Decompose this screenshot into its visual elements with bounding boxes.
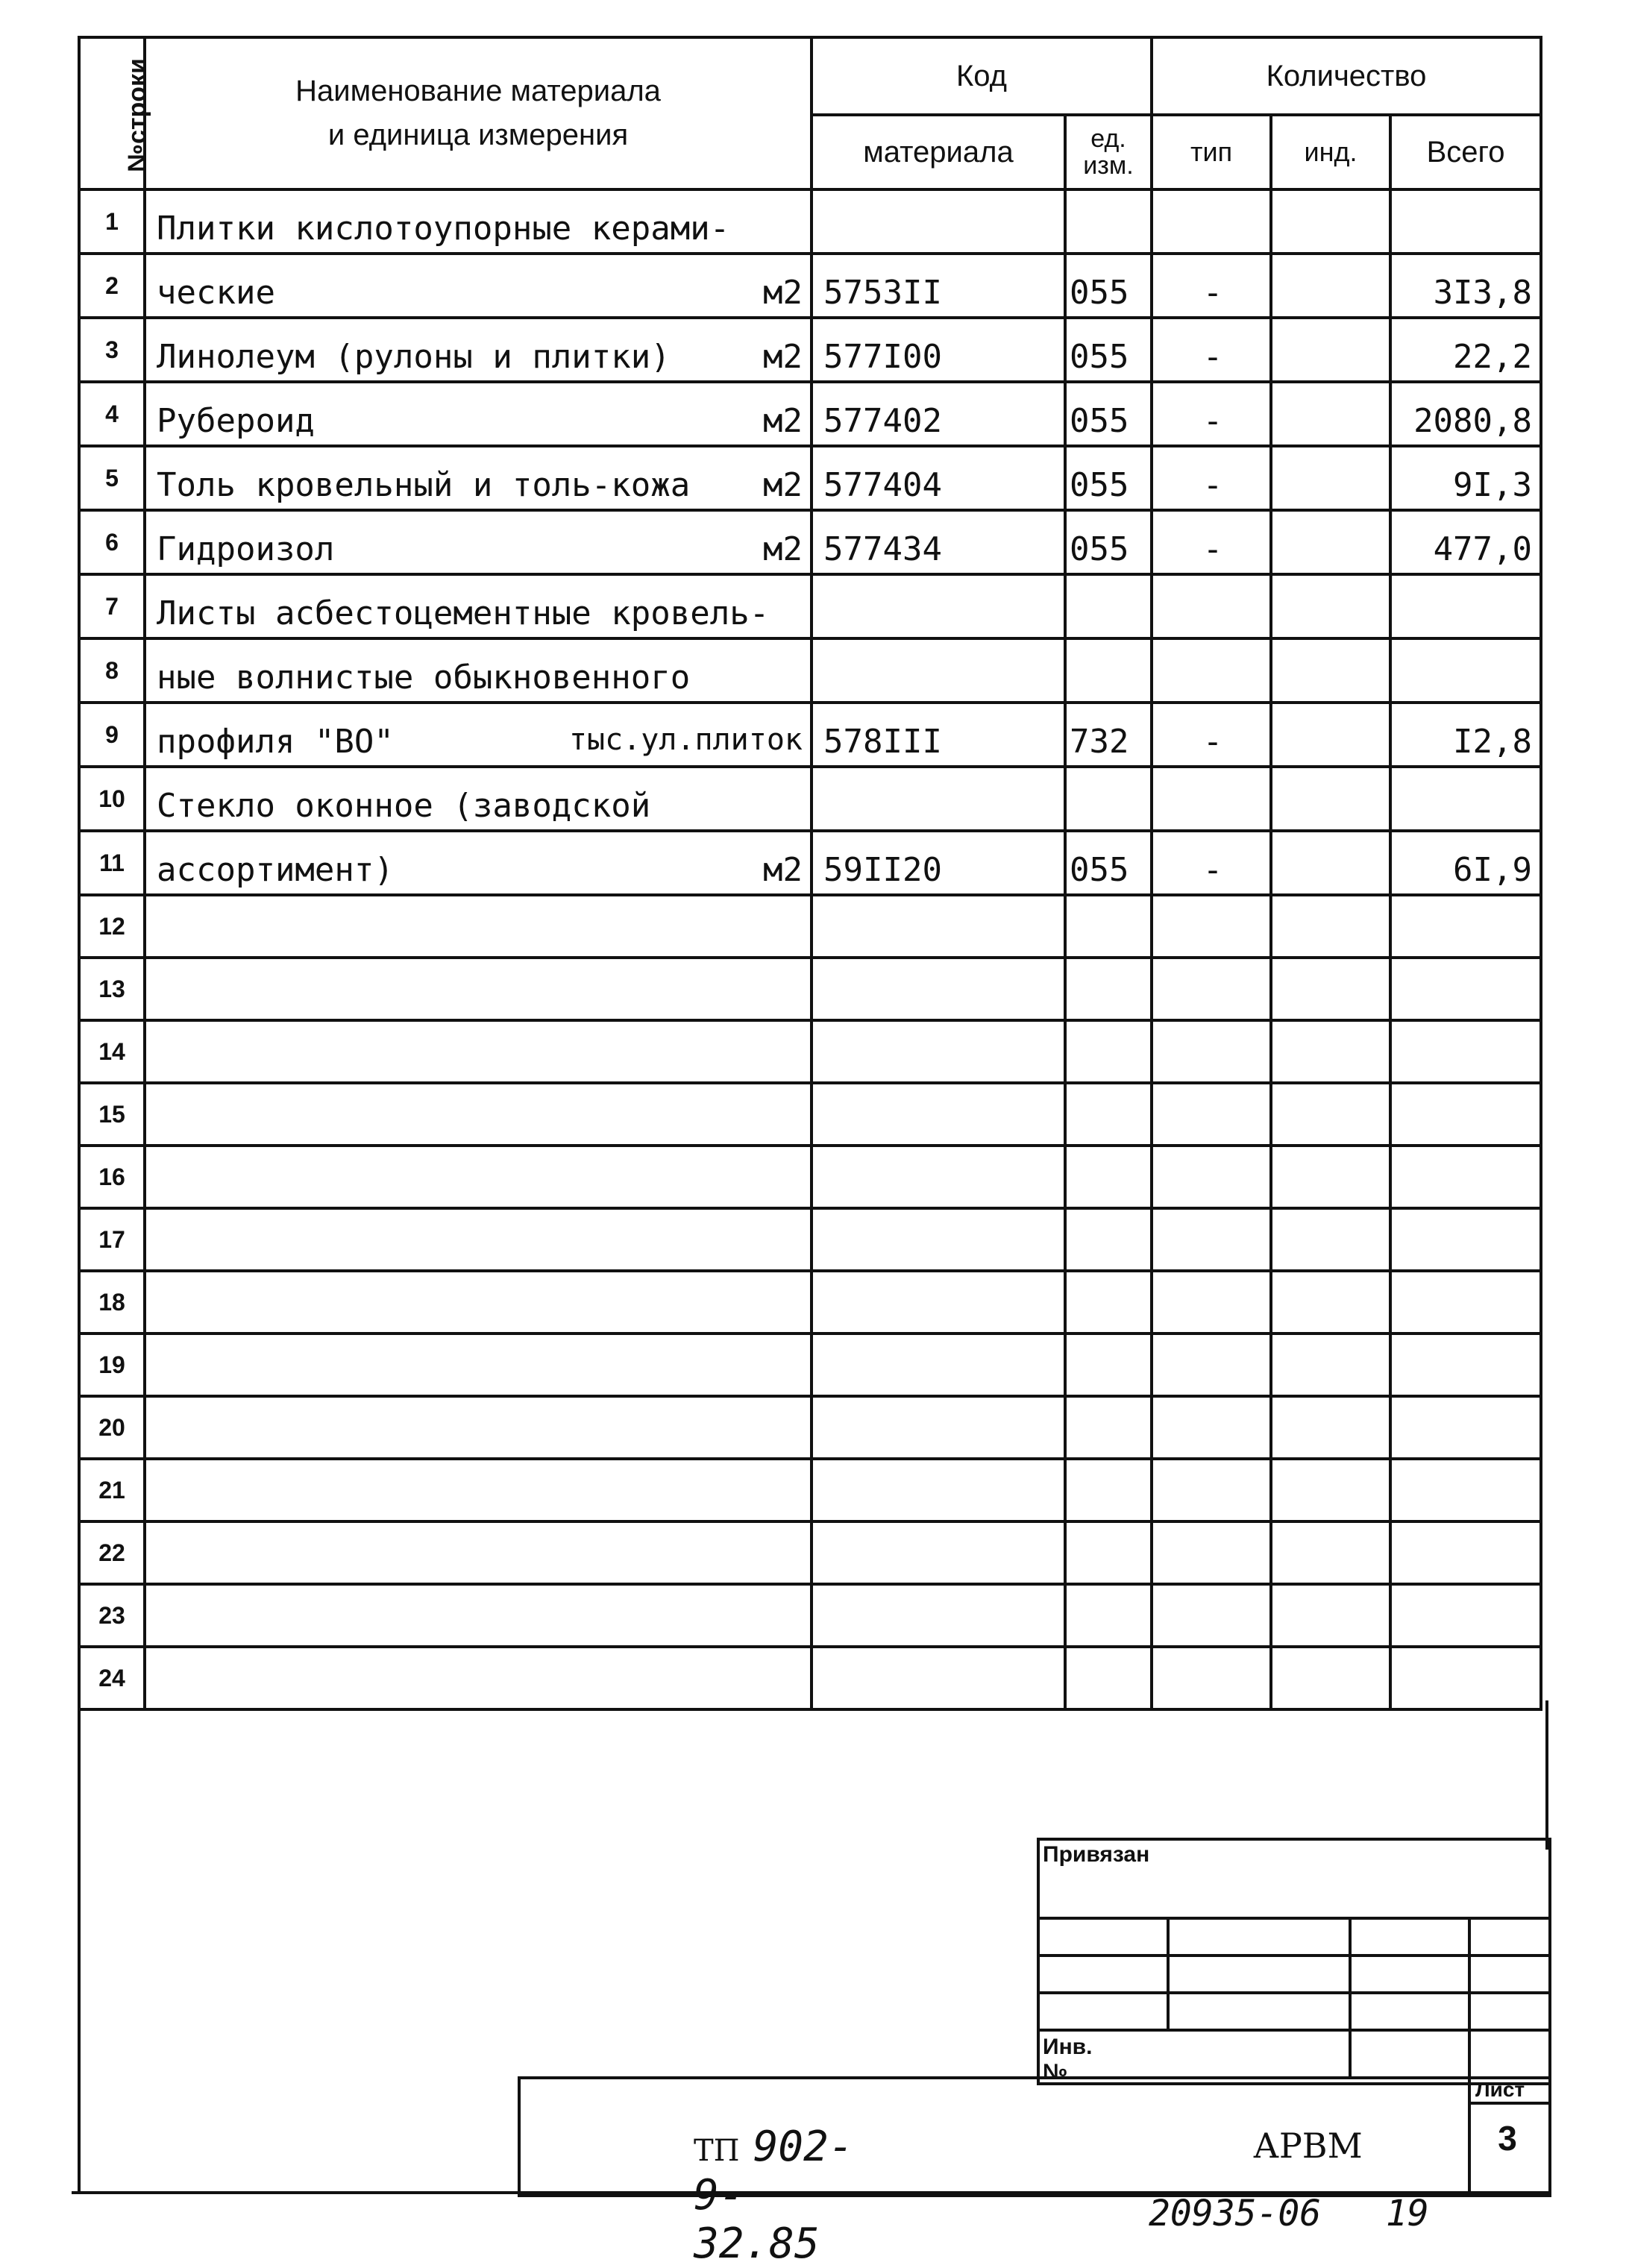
total-quantity (1390, 574, 1541, 638)
row-number: 10 (79, 767, 145, 831)
table-row (79, 1020, 1541, 1083)
material-code (812, 1083, 1065, 1146)
total-quantity: 2080,8 (1390, 382, 1541, 446)
type-header: тип (1152, 115, 1271, 189)
type-quantity: - (1152, 254, 1271, 318)
bound-label: Привязан (1043, 1842, 1150, 1867)
table-row (79, 446, 1541, 510)
material-name (145, 1208, 812, 1271)
individual-quantity (1271, 767, 1390, 831)
individual-quantity (1271, 958, 1390, 1020)
type-quantity (1152, 638, 1271, 703)
individual-quantity (1271, 382, 1390, 446)
material-code: 578III (812, 703, 1065, 767)
type-quantity: - (1152, 446, 1271, 510)
individual-quantity (1271, 510, 1390, 574)
unit-code (1065, 958, 1152, 1020)
measure-unit: тыс.ул.плиток (568, 723, 803, 757)
unit-code-header: ед. изм. (1065, 115, 1152, 189)
unit-code: 055 (1065, 446, 1152, 510)
table-row (79, 1521, 1541, 1584)
material-code: 577402 (812, 382, 1065, 446)
individual-quantity (1271, 1584, 1390, 1647)
type-quantity: - (1152, 703, 1271, 767)
row-number: 12 (79, 895, 145, 958)
individual-quantity (1271, 318, 1390, 382)
row-number: 24 (79, 1647, 145, 1709)
material-name (145, 1334, 812, 1396)
type-quantity (1152, 189, 1271, 254)
material-name (145, 1020, 812, 1083)
total-quantity (1390, 958, 1541, 1020)
type-quantity: - (1152, 510, 1271, 574)
unit-code: 055 (1065, 318, 1152, 382)
type-quantity (1152, 1396, 1271, 1459)
material-code (812, 574, 1065, 638)
individual-quantity (1271, 574, 1390, 638)
unit-code (1065, 1020, 1152, 1083)
measure-unit: м2 (763, 851, 803, 889)
table-row (79, 1146, 1541, 1208)
unit-code (1065, 1208, 1152, 1271)
row-number-header: №строки (79, 37, 145, 189)
material-name-text: профиля "ВО" (157, 723, 394, 761)
table-row (79, 831, 1541, 895)
unit-code: 055 (1065, 831, 1152, 895)
material-name (145, 254, 812, 318)
individual-quantity (1271, 703, 1390, 767)
material-code: 577I00 (812, 318, 1065, 382)
row-number: 22 (79, 1521, 145, 1584)
inventory-label: Инв. № (1043, 2035, 1093, 2085)
table-row (79, 703, 1541, 767)
material-name-text: Листы асбестоцементные кровель- (157, 594, 770, 632)
unit-code (1065, 1647, 1152, 1709)
material-name-text: Линолеум (рулоны и плитки) (157, 338, 671, 376)
material-name-text: ассортимент) (157, 851, 394, 889)
type-quantity (1152, 1020, 1271, 1083)
sheet-label: Лист (1475, 2078, 1525, 2101)
material-code (812, 958, 1065, 1020)
individual-quantity (1271, 1146, 1390, 1208)
unit-code: 055 (1065, 254, 1152, 318)
material-name-text: Толь кровельный и толь-кожа (157, 466, 691, 504)
row-number: 18 (79, 1271, 145, 1334)
unit-code: 732 (1065, 703, 1152, 767)
binding-box (1037, 1838, 1551, 2085)
row-number: 6 (79, 510, 145, 574)
material-name-text: Гидроизол (157, 530, 335, 568)
row-number: 21 (79, 1459, 145, 1521)
material-code (812, 1396, 1065, 1459)
total-quantity (1390, 1208, 1541, 1271)
type-quantity (1152, 1459, 1271, 1521)
material-name-text: Стекло оконное (заводской (157, 787, 651, 825)
row-number: 9 (79, 703, 145, 767)
individual-quantity (1271, 189, 1390, 254)
material-code (812, 1271, 1065, 1334)
table-row (79, 1334, 1541, 1396)
table-row (79, 510, 1541, 574)
total-quantity (1390, 1584, 1541, 1647)
unit-code (1065, 895, 1152, 958)
type-quantity (1152, 1146, 1271, 1208)
material-code: 59II20 (812, 831, 1065, 895)
type-quantity (1152, 1208, 1271, 1271)
individual-quantity (1271, 1396, 1390, 1459)
unit-code (1065, 1584, 1152, 1647)
material-code (812, 1020, 1065, 1083)
type-quantity: - (1152, 318, 1271, 382)
material-name-text: ческие (157, 274, 275, 312)
total-quantity (1390, 895, 1541, 958)
total-quantity (1390, 189, 1541, 254)
individual-quantity (1271, 1271, 1390, 1334)
total-quantity (1390, 1020, 1541, 1083)
unit-code (1065, 1396, 1152, 1459)
individual-quantity (1271, 1521, 1390, 1584)
row-number: 14 (79, 1020, 145, 1083)
row-number: 16 (79, 1146, 145, 1208)
material-name (145, 1584, 812, 1647)
material-name (145, 767, 812, 831)
table-row (79, 574, 1541, 638)
frame-left-line (78, 1700, 81, 2193)
table-row (79, 638, 1541, 703)
unit-code (1065, 1271, 1152, 1334)
type-quantity (1152, 1521, 1271, 1584)
frame-right-line (1545, 1700, 1548, 1850)
material-code-header: материала (812, 115, 1065, 189)
material-name (145, 1521, 812, 1584)
row-number: 19 (79, 1334, 145, 1396)
row-number: 3 (79, 318, 145, 382)
quantity-group-header: Количество (1152, 37, 1541, 115)
row-number: 23 (79, 1584, 145, 1647)
document-prefix: ТП (694, 2134, 740, 2168)
type-quantity (1152, 1271, 1271, 1334)
material-name (145, 1146, 812, 1208)
table-row (79, 318, 1541, 382)
individual-quantity (1271, 638, 1390, 703)
type-quantity (1152, 1334, 1271, 1396)
total-quantity: 22,2 (1390, 318, 1541, 382)
table-row (79, 189, 1541, 254)
material-code (812, 1334, 1065, 1396)
total-quantity (1390, 638, 1541, 703)
table-row (79, 958, 1541, 1020)
material-code (812, 638, 1065, 703)
unit-code (1065, 1521, 1152, 1584)
individual-quantity (1271, 1208, 1390, 1271)
table-row (79, 1647, 1541, 1709)
table-row (79, 254, 1541, 318)
row-number: 13 (79, 958, 145, 1020)
measure-unit: м2 (763, 338, 803, 376)
individual-quantity (1271, 446, 1390, 510)
row-number: 8 (79, 638, 145, 703)
material-code (812, 1146, 1065, 1208)
material-code (812, 895, 1065, 958)
material-name (145, 510, 812, 574)
material-name-text: Рубероид (157, 402, 315, 440)
unit-code (1065, 574, 1152, 638)
unit-code (1065, 1083, 1152, 1146)
header-row-1 (79, 37, 1541, 115)
materials-table (78, 36, 1542, 1711)
row-number: 4 (79, 382, 145, 446)
archive-number: 20935-06 19 (1149, 2193, 1429, 2234)
type-quantity (1152, 1083, 1271, 1146)
unit-code (1065, 1146, 1152, 1208)
material-code (812, 1459, 1065, 1521)
material-name (145, 1271, 812, 1334)
material-code (812, 189, 1065, 254)
total-quantity (1390, 1271, 1541, 1334)
material-name (145, 1083, 812, 1146)
total-quantity: 9I,3 (1390, 446, 1541, 510)
row-number: 7 (79, 574, 145, 638)
individual-quantity (1271, 1647, 1390, 1709)
row-number: 11 (79, 831, 145, 895)
type-quantity (1152, 958, 1271, 1020)
total-quantity: 6I,9 (1390, 831, 1541, 895)
table-row (79, 1584, 1541, 1647)
material-name-header: Наименование материала и единица измерения (145, 37, 812, 189)
material-code (812, 767, 1065, 831)
material-name (145, 831, 812, 895)
unit-code: 055 (1065, 382, 1152, 446)
material-name (145, 958, 812, 1020)
document-code (694, 2123, 853, 2268)
material-code (812, 1584, 1065, 1647)
material-name (145, 895, 812, 958)
table-row (79, 382, 1541, 446)
individual-quantity (1271, 831, 1390, 895)
total-quantity (1390, 1459, 1541, 1521)
total-quantity (1390, 1396, 1541, 1459)
material-code (812, 1647, 1065, 1709)
unit-code (1065, 1459, 1152, 1521)
total-quantity (1390, 1521, 1541, 1584)
material-name (145, 1647, 812, 1709)
individual-quantity (1271, 1020, 1390, 1083)
material-name (145, 446, 812, 510)
total-quantity: 3I3,8 (1390, 254, 1541, 318)
individual-quantity (1271, 1334, 1390, 1396)
total-header: Всего (1390, 115, 1541, 189)
drawing-mark: АРВМ (1253, 2126, 1363, 2166)
material-name (145, 189, 812, 254)
material-name (145, 1396, 812, 1459)
unit-code (1065, 638, 1152, 703)
row-number: 2 (79, 254, 145, 318)
measure-unit: м2 (763, 274, 803, 312)
type-quantity: - (1152, 831, 1271, 895)
material-name (145, 574, 812, 638)
table-row (79, 1396, 1541, 1459)
type-quantity: - (1152, 382, 1271, 446)
sheet-number: 3 (1498, 2119, 1517, 2158)
material-name-text: Плитки кислотоупорные керами- (157, 210, 730, 248)
total-quantity (1390, 767, 1541, 831)
material-name-text: ные волнистые обыкновенного (157, 659, 691, 697)
total-quantity (1390, 1334, 1541, 1396)
type-quantity (1152, 767, 1271, 831)
main-stamp (518, 2076, 1551, 2197)
unit-code (1065, 1334, 1152, 1396)
individual-quantity (1271, 1083, 1390, 1146)
material-code: 577434 (812, 510, 1065, 574)
material-name (145, 318, 812, 382)
material-code (812, 1208, 1065, 1271)
total-quantity (1390, 1083, 1541, 1146)
table-row (79, 1208, 1541, 1271)
material-name (145, 638, 812, 703)
measure-unit: м2 (763, 466, 803, 504)
code-group-header: Код (812, 37, 1152, 115)
table-row (79, 1459, 1541, 1521)
table-row (79, 895, 1541, 958)
row-number: 20 (79, 1396, 145, 1459)
type-quantity (1152, 1584, 1271, 1647)
individual-quantity (1271, 254, 1390, 318)
material-name (145, 703, 812, 767)
table-body (79, 189, 1541, 1709)
type-quantity (1152, 1647, 1271, 1709)
measure-unit: м2 (763, 402, 803, 440)
total-quantity (1390, 1146, 1541, 1208)
table-row (79, 767, 1541, 831)
row-number: 1 (79, 189, 145, 254)
material-name (145, 1459, 812, 1521)
material-name (145, 382, 812, 446)
document-number: 902-9-32.85 (694, 2123, 854, 2268)
type-quantity (1152, 895, 1271, 958)
type-quantity (1152, 574, 1271, 638)
row-number: 17 (79, 1208, 145, 1271)
total-quantity: 477,0 (1390, 510, 1541, 574)
table-row (79, 1271, 1541, 1334)
row-number: 5 (79, 446, 145, 510)
measure-unit: м2 (763, 530, 803, 568)
table-row (79, 1083, 1541, 1146)
unit-code (1065, 189, 1152, 254)
material-code: 5753II (812, 254, 1065, 318)
individual-header: инд. (1271, 115, 1390, 189)
material-code: 577404 (812, 446, 1065, 510)
material-code (812, 1521, 1065, 1584)
unit-code: 055 (1065, 510, 1152, 574)
individual-quantity (1271, 895, 1390, 958)
individual-quantity (1271, 1459, 1390, 1521)
total-quantity (1390, 1647, 1541, 1709)
total-quantity: I2,8 (1390, 703, 1541, 767)
unit-code (1065, 767, 1152, 831)
row-number: 15 (79, 1083, 145, 1146)
